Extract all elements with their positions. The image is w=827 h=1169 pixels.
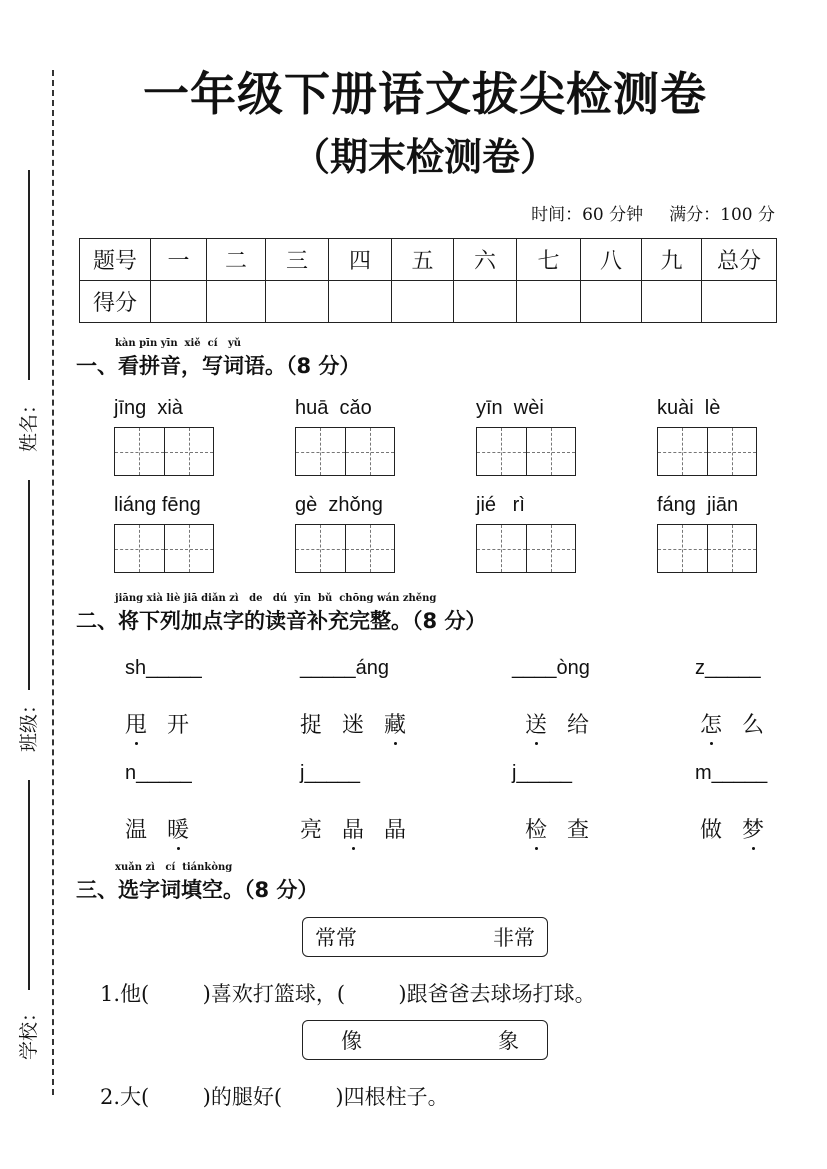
section1-pinyin: kàn pīn yīn xiě cí yǔ xyxy=(115,338,242,349)
choice-option: 常常 xyxy=(315,926,357,950)
hanzi-char: 梦 xyxy=(742,813,764,844)
tianzige-writing-box[interactable] xyxy=(476,427,576,476)
section3-title: 三、选字词填空。（8 分） xyxy=(76,878,319,902)
choice-option: 非常 xyxy=(493,926,535,950)
page-title: 一年级下册语文拔尖检测卷 xyxy=(143,67,707,121)
section3-pinyin: xuǎn zì cí tiánkòng xyxy=(115,862,233,873)
section2-pinyin: jiāng xià liè jiā diǎn zì de dú yīn bǔ chōng wán zhěng xyxy=(115,593,437,604)
pinyin-fill-blank[interactable]: ____òng xyxy=(512,657,590,679)
full-score: 满分：100 分 xyxy=(669,205,775,225)
section1-title: 一、看拼音，写词语。（8 分） xyxy=(76,354,361,378)
score-input-cell[interactable] xyxy=(517,281,581,323)
score-header-cell: 七 xyxy=(517,239,581,281)
score-input-cell[interactable] xyxy=(329,281,392,323)
word-choice-box-2 xyxy=(302,1020,548,1060)
school-label: 学校： xyxy=(18,1002,40,1060)
tianzige-writing-box[interactable] xyxy=(295,524,395,573)
score-header-cell: 九 xyxy=(642,239,702,281)
pinyin-prompt: kuài lè xyxy=(657,397,721,419)
hanzi-char: 查 xyxy=(567,818,590,843)
pinyin-prompt: jié rì xyxy=(476,494,525,516)
score-input-cell[interactable] xyxy=(581,281,642,323)
word-with-dotted-char xyxy=(525,813,609,844)
pinyin-fill-blank[interactable]: m_____ xyxy=(695,762,768,784)
word-with-dotted-char xyxy=(700,813,784,844)
school-line xyxy=(28,780,30,990)
hanzi-char: 送 xyxy=(525,708,547,739)
score-input-cell[interactable] xyxy=(266,281,329,323)
hanzi-char: 么 xyxy=(742,713,765,738)
pinyin-fill-blank[interactable]: z_____ xyxy=(695,657,761,679)
score-header-cell: 四 xyxy=(329,239,392,281)
tianzige-writing-box[interactable] xyxy=(114,524,214,573)
hanzi-char: 迷 xyxy=(342,713,365,738)
score-header-cell: 八 xyxy=(581,239,642,281)
score-header-cell: 三 xyxy=(266,239,329,281)
word-with-dotted-char xyxy=(300,708,426,739)
pinyin-fill-blank[interactable]: _____áng xyxy=(300,657,389,679)
word-with-dotted-char xyxy=(125,813,209,844)
score-input-cell[interactable] xyxy=(207,281,266,323)
score-table xyxy=(79,238,777,323)
question-1: 1.他( )喜欢打篮球，( )跟爸爸去球场打球。 xyxy=(100,982,596,1006)
time-limit: 时间：60 分钟 xyxy=(531,205,644,225)
pinyin-prompt: huā cǎo xyxy=(295,397,372,419)
hanzi-char: 亮 xyxy=(300,818,323,843)
score-input-cell[interactable] xyxy=(702,281,777,323)
pinyin-fill-blank[interactable]: sh_____ xyxy=(125,657,202,679)
class-line xyxy=(28,480,30,690)
tianzige-writing-box[interactable] xyxy=(295,427,395,476)
score-input-cell[interactable] xyxy=(151,281,207,323)
word-choice-box-1 xyxy=(302,917,548,957)
score-header-cell: 二 xyxy=(207,239,266,281)
hanzi-char: 怎 xyxy=(700,708,722,739)
hanzi-char: 开 xyxy=(167,713,190,738)
tianzige-writing-box[interactable] xyxy=(476,524,576,573)
hanzi-char: 晶 xyxy=(342,813,364,844)
pinyin-prompt: gè zhǒng xyxy=(295,494,383,516)
score-input-cell[interactable] xyxy=(642,281,702,323)
score-input-cell[interactable] xyxy=(392,281,454,323)
pinyin-fill-blank[interactable]: n_____ xyxy=(125,762,192,784)
class-label: 班级： xyxy=(18,694,40,752)
question-2: 2.大( )的腿好( )四根柱子。 xyxy=(100,1085,449,1109)
hanzi-char: 暖 xyxy=(167,813,189,844)
score-input-cell[interactable] xyxy=(454,281,517,323)
name-line xyxy=(28,170,30,380)
word-with-dotted-char xyxy=(300,813,426,844)
hanzi-char: 藏 xyxy=(384,708,406,739)
score-header-cell: 五 xyxy=(392,239,454,281)
pinyin-fill-blank[interactable]: j_____ xyxy=(300,762,361,784)
score-header-cell: 题号 xyxy=(80,239,151,281)
hanzi-char: 给 xyxy=(567,713,590,738)
pinyin-fill-blank[interactable]: j_____ xyxy=(512,762,573,784)
score-header-cell: 总分 xyxy=(702,239,777,281)
hanzi-char: 晶 xyxy=(384,818,407,843)
score-header-cell: 六 xyxy=(454,239,517,281)
word-with-dotted-char xyxy=(525,708,609,739)
hanzi-char: 检 xyxy=(525,813,547,844)
word-with-dotted-char xyxy=(125,708,209,739)
choice-option: 像 xyxy=(341,1029,362,1053)
pinyin-prompt: yīn wèi xyxy=(476,397,544,419)
hanzi-char: 温 xyxy=(125,818,148,843)
pinyin-prompt: fáng jiān xyxy=(657,494,739,516)
score-header-cell: 一 xyxy=(151,239,207,281)
pinyin-prompt: jīng xià xyxy=(114,397,183,419)
tianzige-writing-box[interactable] xyxy=(114,427,214,476)
tianzige-writing-box[interactable] xyxy=(657,524,757,573)
hanzi-char: 做 xyxy=(700,818,723,843)
hanzi-char: 甩 xyxy=(125,708,147,739)
exam-meta xyxy=(505,200,775,225)
score-row-label: 得分 xyxy=(80,281,151,323)
tianzige-writing-box[interactable] xyxy=(657,427,757,476)
name-label: 姓名： xyxy=(18,394,40,452)
hanzi-char: 捉 xyxy=(300,713,323,738)
word-with-dotted-char xyxy=(700,708,784,739)
choice-option: 象 xyxy=(498,1029,519,1053)
pinyin-prompt: liáng fēng xyxy=(114,494,201,516)
section2-title: 二、将下列加点字的读音补充完整。（8 分） xyxy=(76,609,487,633)
page-subtitle: （期末检测卷） xyxy=(291,135,558,179)
binding-cut-line xyxy=(52,70,54,1095)
